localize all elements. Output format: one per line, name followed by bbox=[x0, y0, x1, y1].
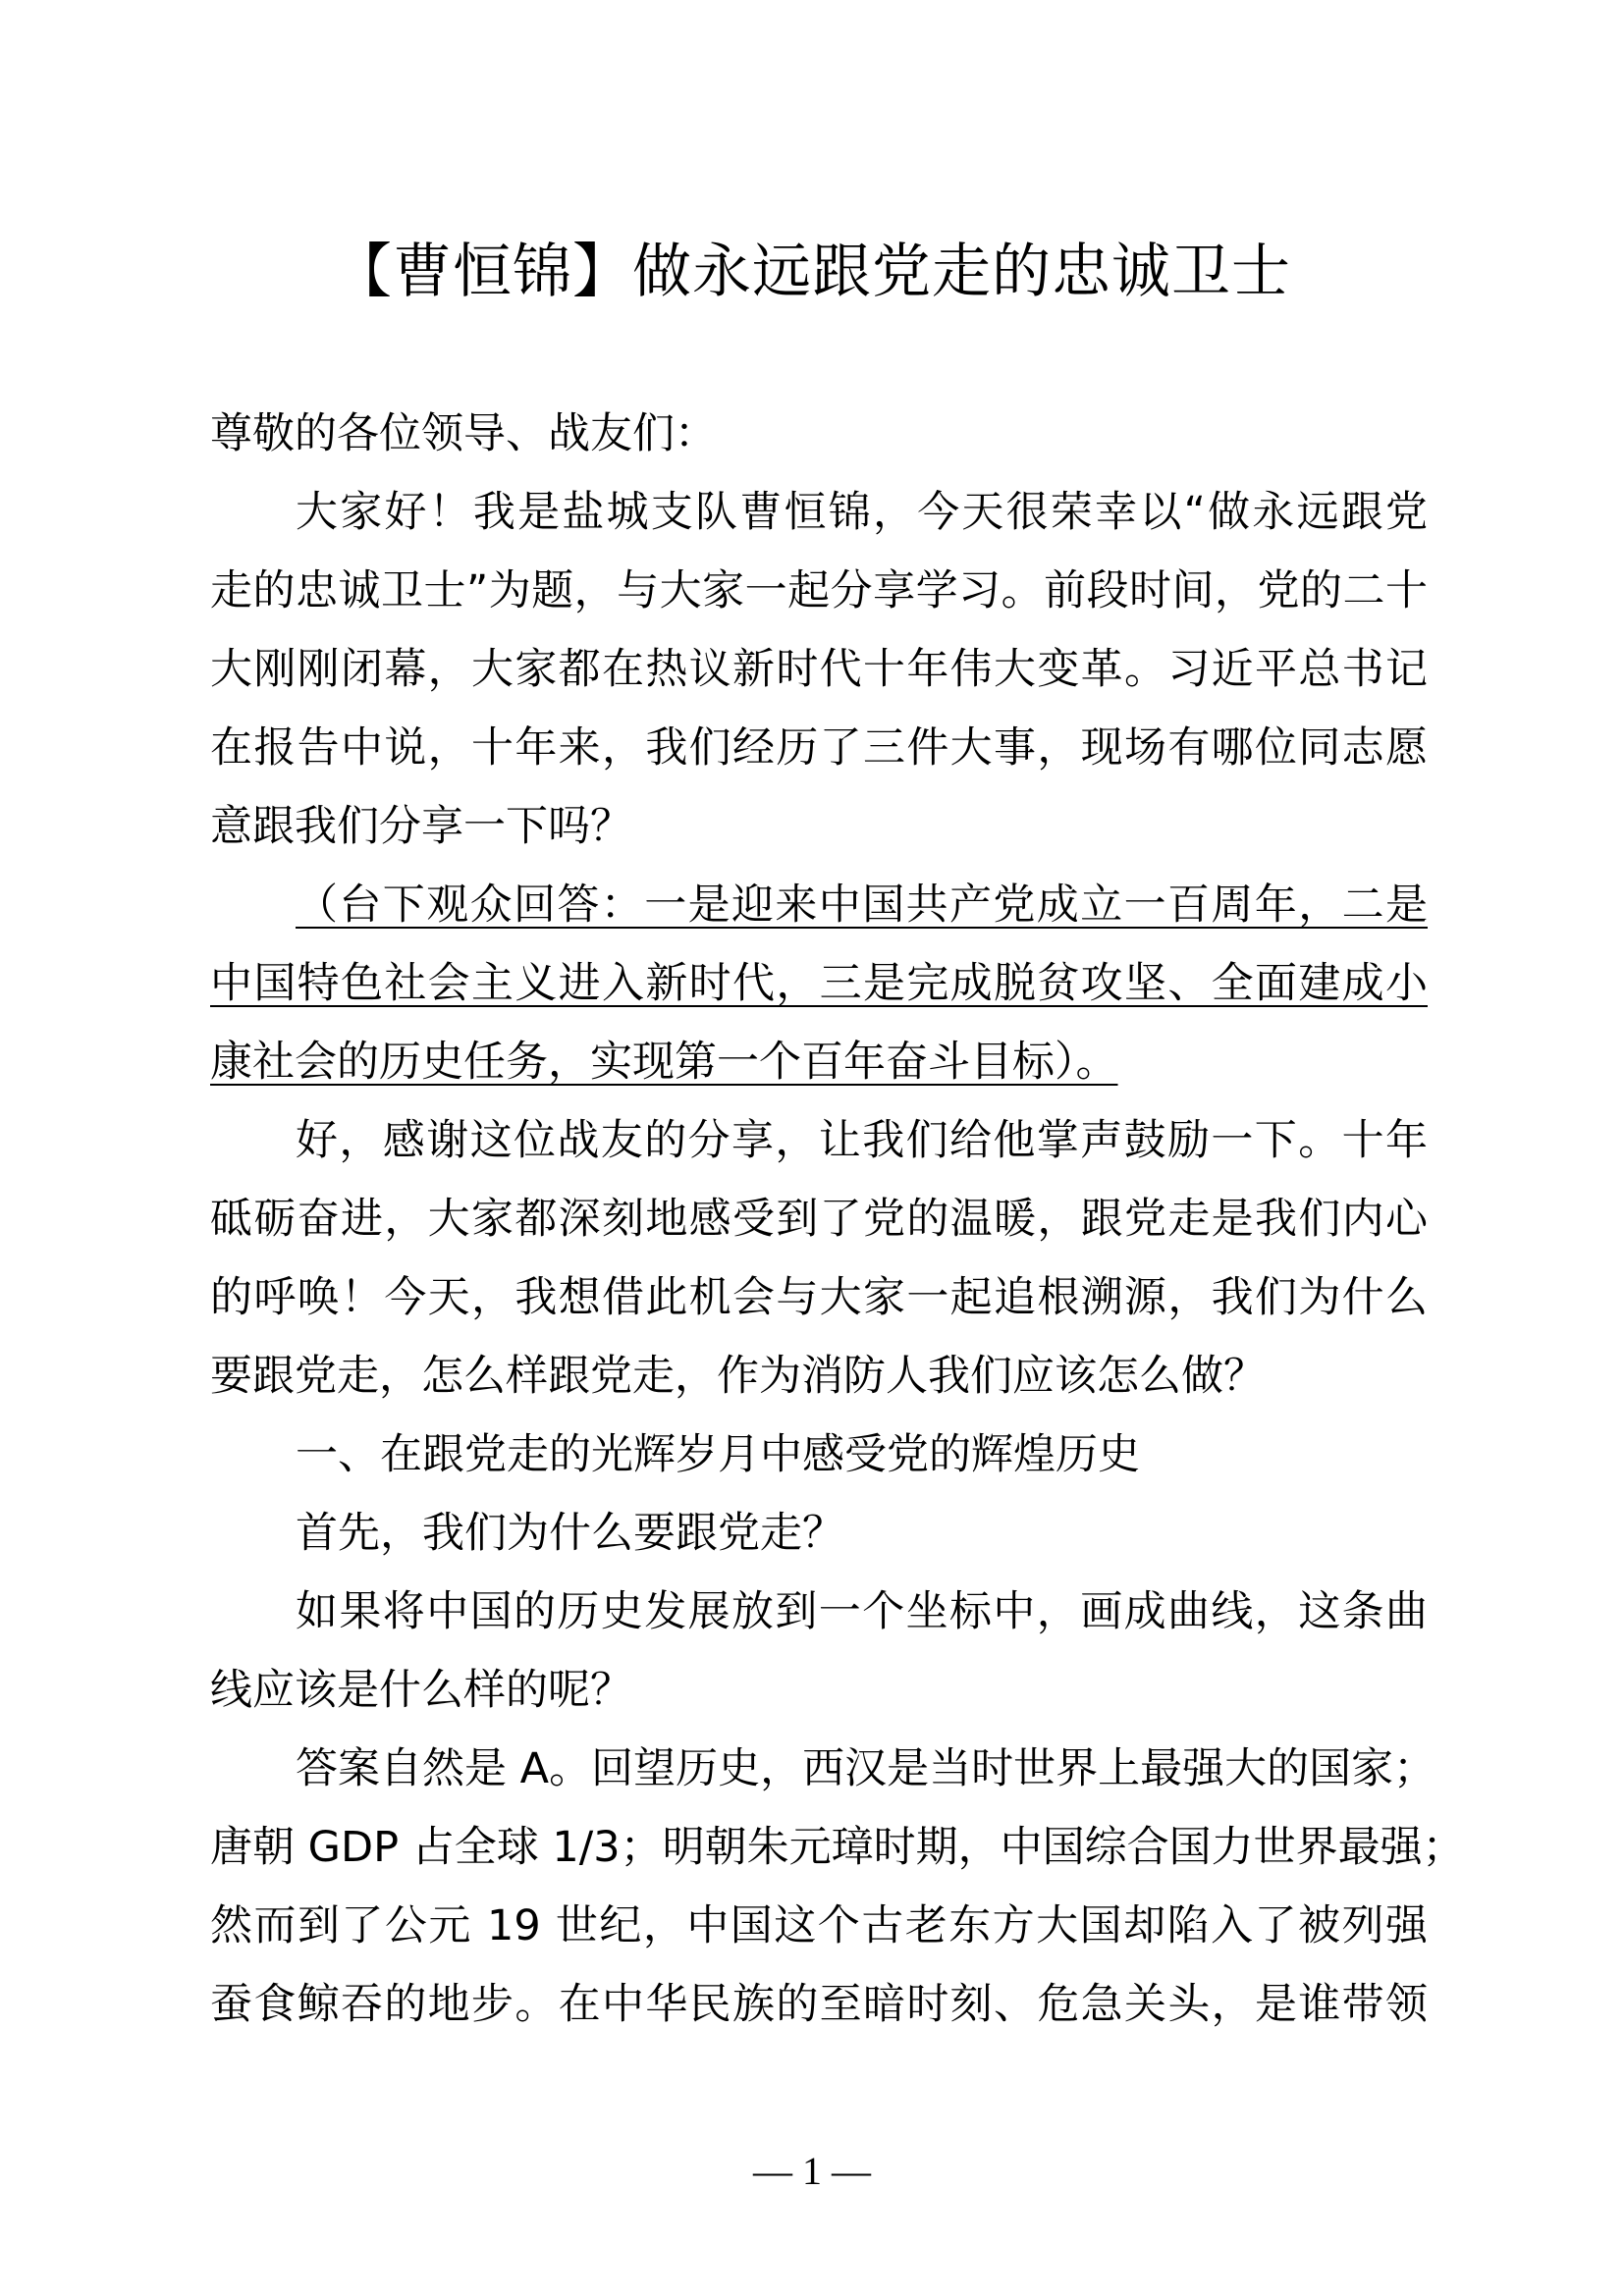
body-line: 线应该是什么样的呢？ bbox=[210, 1666, 632, 1715]
page-number: — 1 — bbox=[753, 2149, 871, 2193]
body-line: 好，感谢这位战友的分享，让我们给他掌声鼓励一下。十年 bbox=[296, 1116, 1428, 1165]
audience-answer-line bbox=[210, 1023, 1428, 1101]
audience-answer-line bbox=[210, 944, 1428, 1023]
body-line: 要跟党走，怎么样跟党走，作为消防人我们应该怎么做？ bbox=[210, 1352, 1266, 1401]
body-line: 砥砺奋进，大家都深刻地感受到了党的温暖，跟党走是我们内心 bbox=[210, 1195, 1428, 1244]
salutation-line: 尊敬的各位领导、战友们： bbox=[210, 409, 717, 458]
document-title: 【曹恒锦】做永远跟党走的忠诚卫士 bbox=[333, 238, 1291, 306]
audience-answer-line bbox=[210, 866, 1428, 944]
body-line: 走的忠诚卫士”为题，与大家一起分享学习。前段时间，党的二十 bbox=[210, 566, 1428, 615]
body-line: 首先，我们为什么要跟党走？ bbox=[296, 1509, 844, 1558]
underlined-text: 中国特色社会主义进入新时代，三是完成脱贫攻坚、全面建成小 bbox=[210, 959, 1428, 1008]
underlined-text: 康社会的历史任务，实现第一个百年奋斗目标）。 bbox=[210, 1038, 1118, 1087]
section-heading: 一、在跟党走的光辉岁月中感受党的辉煌历史 bbox=[296, 1430, 1140, 1479]
body-line: 在报告中说，十年来，我们经历了三件大事，现场有哪位同志愿 bbox=[210, 723, 1428, 773]
body-line: 大刚刚闭幕，大家都在热议新时代十年伟大变革。习近平总书记 bbox=[210, 645, 1428, 694]
body-line: 意跟我们分享一下吗？ bbox=[210, 802, 632, 851]
body-line: 然而到了公元 19 世纪，中国这个古老东方大国却陷入了被列强 bbox=[210, 1901, 1428, 1950]
body-line: 如果将中国的历史发展放到一个坐标中，画成曲线，这条曲 bbox=[296, 1587, 1428, 1636]
body-line: 答案自然是 A。回望历史，西汉是当时世界上最强大的国家； bbox=[296, 1744, 1436, 1793]
body-line: 蚕食鲸吞的地步。在中华民族的至暗时刻、危急关头，是谁带领 bbox=[210, 1980, 1428, 2029]
body-line: 唐朝 GDP 占全球 1/3；明朝朱元璋时期，中国综合国力世界最强； bbox=[210, 1823, 1465, 1872]
underlined-text: （台下观众回答：一是迎来中国共产党成立一百周年，二是 bbox=[296, 881, 1428, 930]
body-line: 大家好！我是盐城支队曹恒锦，今天很荣幸以“做永远跟党 bbox=[296, 488, 1428, 537]
document-body bbox=[210, 395, 1465, 2044]
body-line: 的呼唤！今天，我想借此机会与大家一起追根溯源，我们为什么 bbox=[210, 1273, 1428, 1322]
